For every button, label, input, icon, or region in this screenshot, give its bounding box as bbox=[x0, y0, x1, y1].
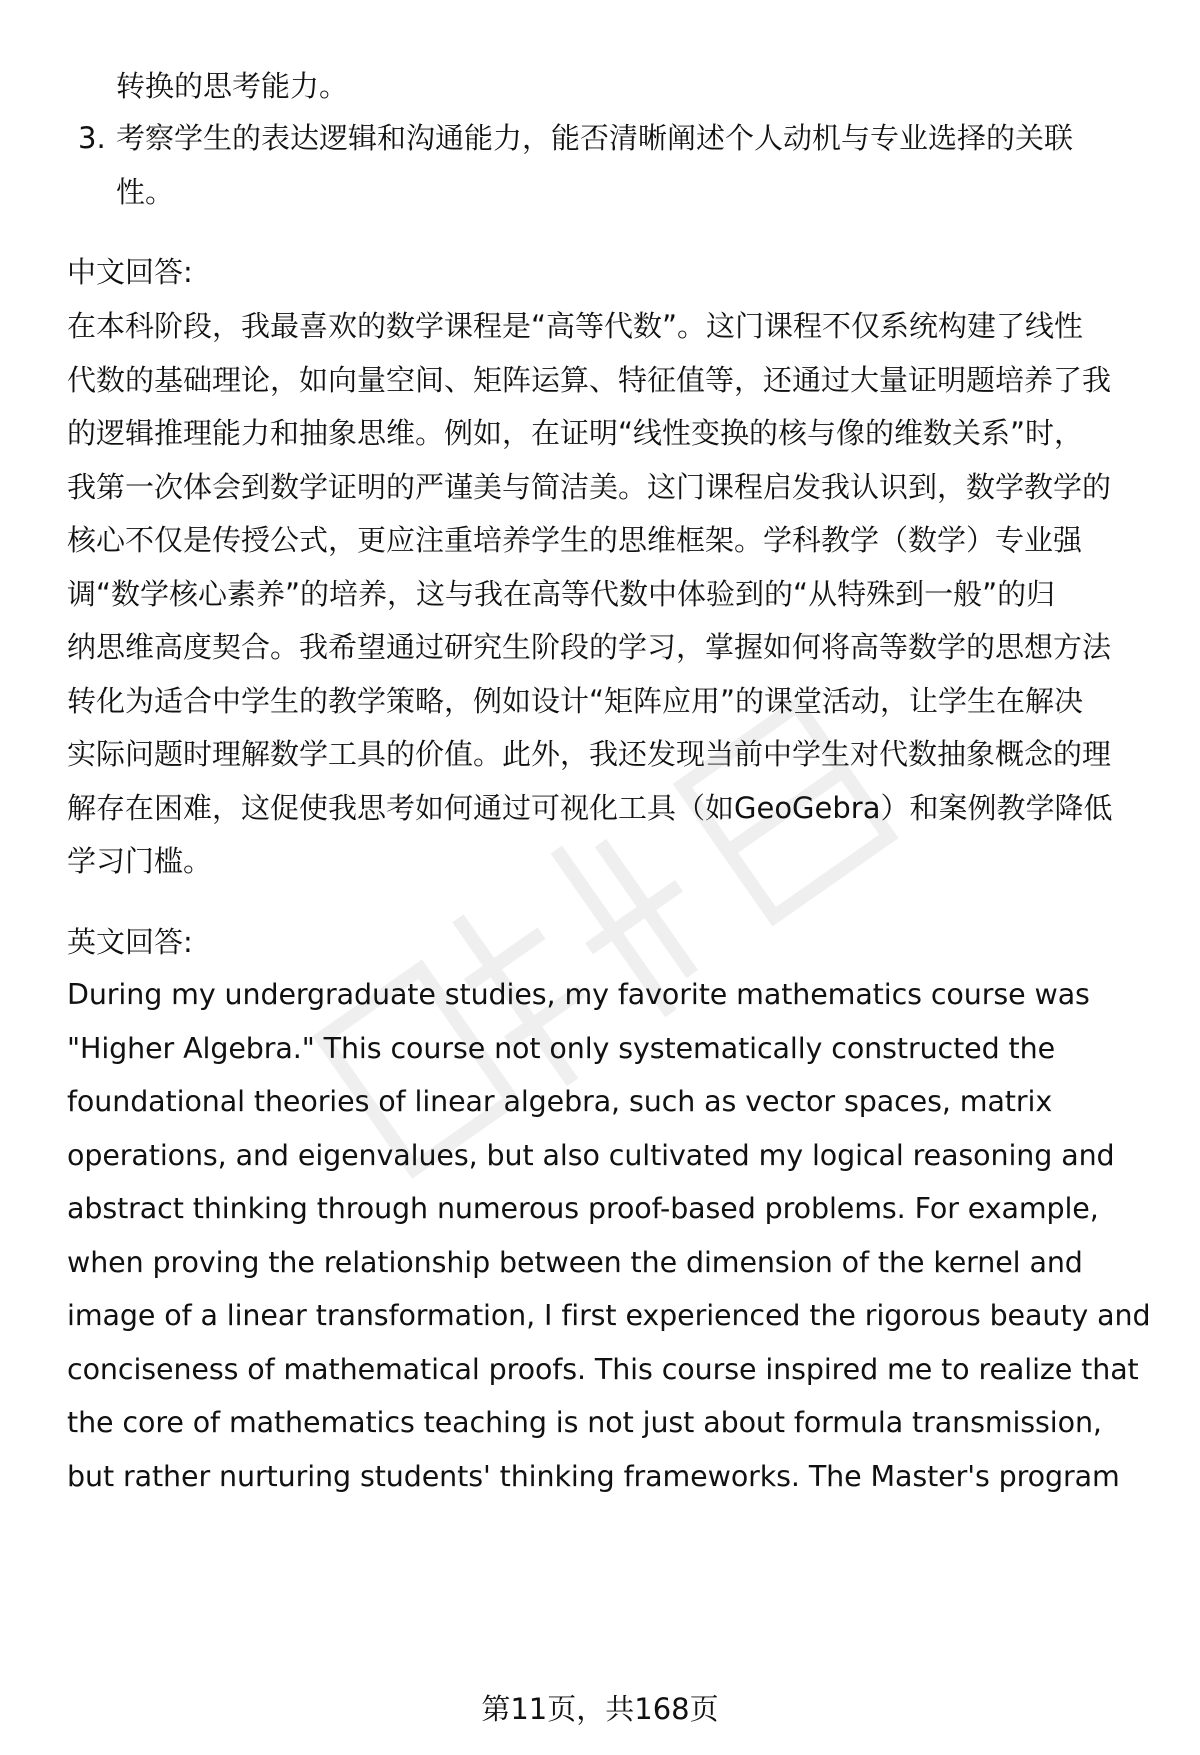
chinese-answer-line: 在本科阶段，我最喜欢的数学课程是“高等代数”。这门课程不仅系统构建了线性 bbox=[67, 309, 1084, 343]
chinese-answer-line: 我第一次体会到数学证明的严谨美与简洁美。这门课程启发我认识到，数学教学的 bbox=[67, 470, 1112, 504]
chinese-answer-line: 的逻辑推理能力和抽象思维。例如，在证明“线性变换的核与像的维数关系”时， bbox=[67, 416, 1084, 450]
list-item-2-continuation: 转换的思考能力。 bbox=[116, 69, 349, 103]
english-answer-line: conciseness of mathematical proofs. This course inspired me to realize that bbox=[67, 1353, 1139, 1386]
chinese-answer-heading: 中文回答: bbox=[67, 255, 193, 289]
list-item-3-line-2: 性。 bbox=[116, 175, 175, 209]
chinese-answer-line: 调“数学核心素养”的培养，这与我在高等代数中体验到的“从特殊到一般”的归 bbox=[67, 577, 1056, 611]
chinese-answer-line: 代数的基础理论，如向量空间、矩阵运算、特征值等，还通过大量证明题培养了我 bbox=[67, 363, 1112, 397]
english-answer-line: foundational theories of linear algebra, such as vector spaces, matrix bbox=[67, 1085, 1053, 1118]
english-answer-line: During my undergraduate studies, my favorite mathematics course was bbox=[67, 978, 1090, 1011]
chinese-answer-line: 纳思维高度契合。我希望通过研究生阶段的学习，掌握如何将高等数学的思想方法 bbox=[67, 630, 1112, 664]
english-answer-line: but rather nurturing students' thinking frameworks. The Master's program bbox=[67, 1460, 1120, 1493]
english-answer-line: image of a linear transformation, I first experienced the rigorous beauty and bbox=[67, 1299, 1151, 1332]
chinese-answer-line: 解存在困难，这促使我思考如何通过可视化工具（如GeoGebra）和案例教学降低 bbox=[67, 791, 1113, 825]
list-item-3-line-1: 考察学生的表达逻辑和沟通能力，能否清晰阐述个人动机与专业选择的关联 bbox=[116, 121, 1074, 155]
chinese-answer-line: 学习门槛。 bbox=[67, 844, 213, 878]
english-answer-line: operations, and eigenvalues, but also cultivated my logical reasoning and bbox=[67, 1139, 1115, 1172]
english-answer-line: abstract thinking through numerous proof-based problems. For example, bbox=[67, 1192, 1099, 1225]
page-number-footer: 第11页，共168页 bbox=[481, 1692, 719, 1726]
english-answer-line: "Higher Algebra." This course not only systematically constructed the bbox=[67, 1032, 1056, 1065]
chinese-answer-line: 核心不仅是传授公式，更应注重培养学生的思维框架。学科教学（数学）专业强 bbox=[67, 523, 1083, 557]
english-answer-line: when proving the relationship between the dimension of the kernel and bbox=[67, 1246, 1083, 1279]
english-answer-line: the core of mathematics teaching is not just about formula transmission, bbox=[67, 1406, 1102, 1439]
english-answer-heading: 英文回答: bbox=[67, 925, 193, 959]
chinese-answer-line: 转化为适合中学生的教学策略，例如设计“矩阵应用”的课堂活动，让学生在解决 bbox=[67, 684, 1084, 718]
list-item-3-number: 3. bbox=[78, 121, 106, 155]
chinese-answer-line: 实际问题时理解数学工具的价值。此外，我还发现当前中学生对代数抽象概念的理 bbox=[67, 737, 1112, 771]
